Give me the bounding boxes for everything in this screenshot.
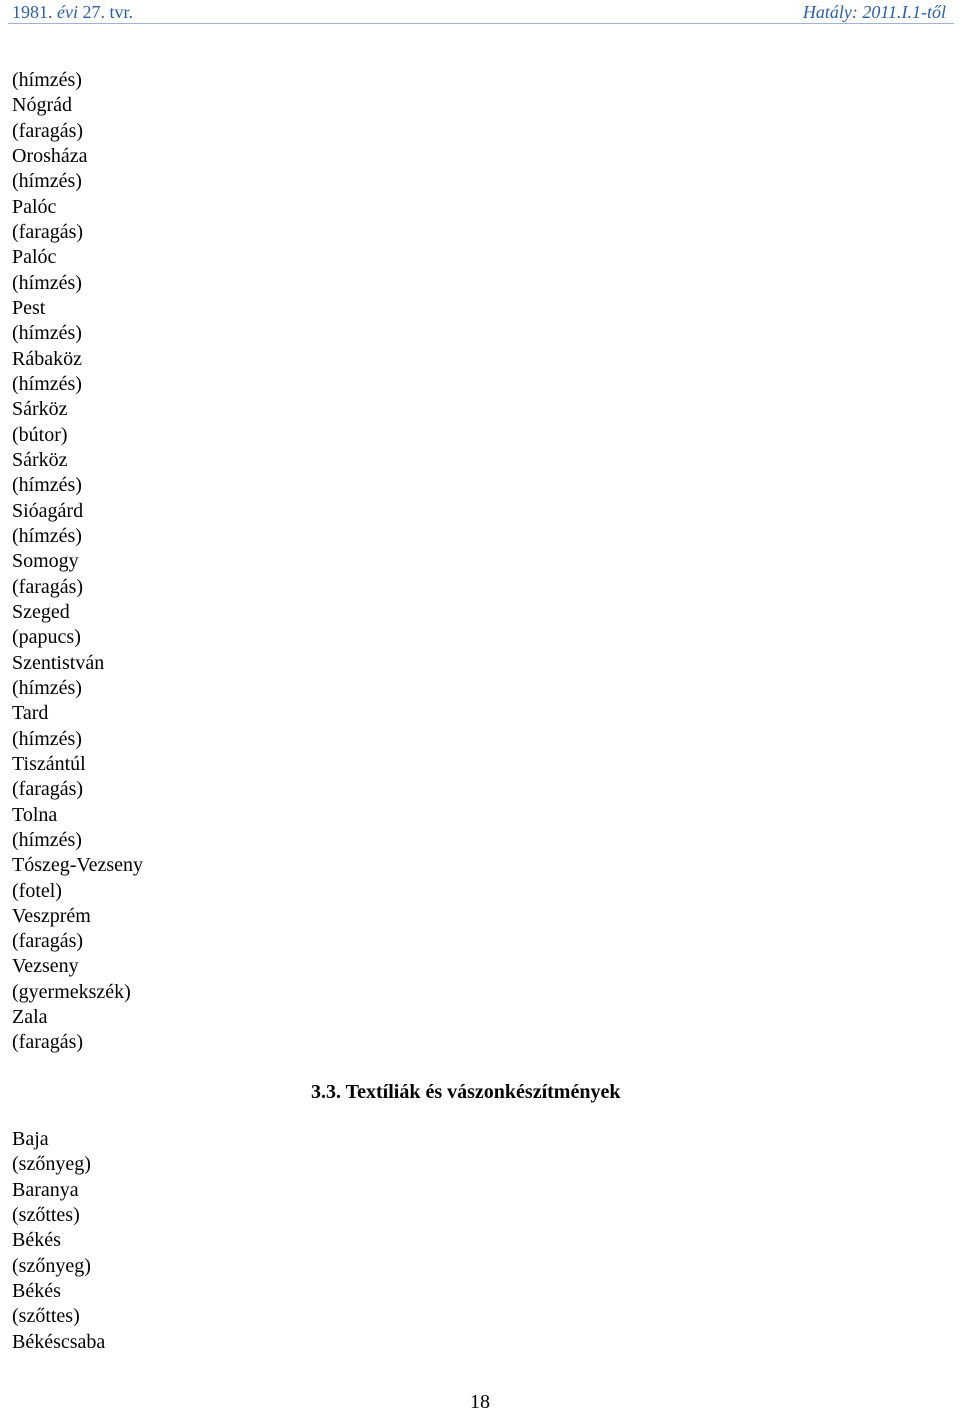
list-item: (papucs) [12, 626, 81, 649]
list-item: Tószeg-Vezseny [12, 854, 144, 877]
list-item: Tiszántúl [12, 752, 86, 775]
list-item: Palóc [12, 195, 57, 218]
textile-origin-list [12, 1127, 105, 1355]
list-item: Rábaköz [12, 347, 82, 370]
list-item: Orosháza [12, 144, 88, 167]
list-item: Tard [12, 702, 49, 725]
list-item: (szőttes) [12, 1305, 80, 1328]
list-item: Szeged [12, 600, 70, 623]
list-item: Nógrád [12, 94, 72, 117]
list-item: Sióagárd [12, 499, 84, 522]
list-item: (faragás) [12, 220, 84, 243]
list-item: Békés [12, 1229, 61, 1252]
header-law-type: évi [57, 2, 78, 22]
list-item: Palóc [12, 246, 57, 269]
page-number: 18 [470, 1391, 490, 1413]
list-item: Baranya [12, 1178, 79, 1201]
list-item: Zala [12, 1006, 48, 1029]
header-divider [8, 23, 954, 24]
list-item: (faragás) [12, 930, 84, 953]
header-effective-date: Hatály: 2011.I.1-től [802, 2, 946, 22]
list-item: (hímzés) [12, 372, 82, 395]
list-item: (faragás) [12, 778, 84, 801]
list-item: (hímzés) [12, 69, 82, 91]
list-item: (faragás) [12, 119, 84, 142]
list-item: (hímzés) [12, 170, 82, 193]
list-item: (faragás) [12, 575, 84, 598]
origin-list-continued [12, 68, 143, 1056]
list-item: Veszprém [12, 904, 91, 927]
list-item: (szőttes) [12, 1203, 80, 1226]
list-item: (hímzés) [12, 676, 82, 699]
list-item: (szőnyeg) [12, 1153, 91, 1176]
list-item: Vezseny [12, 955, 79, 978]
list-item: Szentistván [12, 651, 105, 674]
list-item: (faragás) [12, 1031, 84, 1054]
list-item: (hímzés) [12, 524, 82, 547]
list-item: (hímzés) [12, 474, 82, 497]
list-item: (bútor) [12, 423, 68, 446]
list-item: (gyermekszék) [12, 980, 131, 1003]
list-item: (hímzés) [12, 727, 82, 750]
running-header [0, 0, 960, 24]
list-item: Somogy [12, 550, 79, 573]
list-item: Békéscsaba [12, 1330, 106, 1353]
list-item: (hímzés) [12, 828, 82, 851]
list-item: Békés [12, 1279, 61, 1302]
list-item: (hímzés) [12, 322, 82, 345]
list-item: Pest [12, 296, 46, 319]
header-law-reference [12, 0, 133, 24]
header-decree: 27. tvr. [82, 2, 133, 22]
list-item: Baja [12, 1128, 49, 1150]
list-item: Sárköz [12, 448, 68, 471]
list-item: (hímzés) [12, 271, 82, 294]
list-item: (szőnyeg) [12, 1254, 91, 1277]
list-item: (fotel) [12, 879, 62, 902]
section-heading: 3.3. Textíliák és vászonkészítmények [311, 1081, 621, 1103]
list-item: Tolna [12, 803, 58, 826]
list-item: Sárköz [12, 398, 68, 421]
header-year: 1981. [12, 2, 53, 22]
